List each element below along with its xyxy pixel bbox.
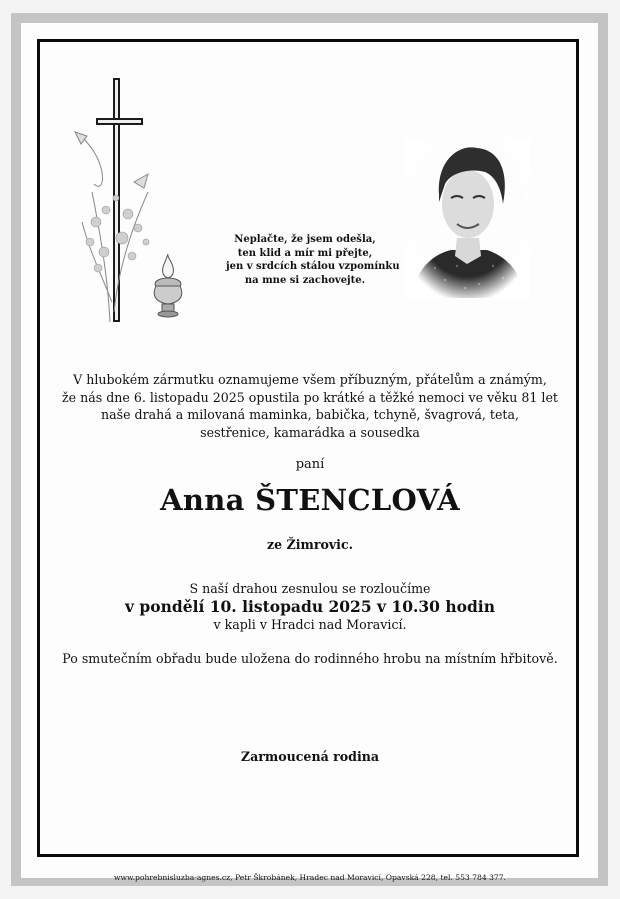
deceased-name: Anna ŠTENCLOVÁ (160, 483, 460, 517)
cross-flowers-illustration (70, 72, 190, 326)
announcement-text (0, 371, 620, 441)
poem-line: na mne si zachovejte. (244, 274, 366, 286)
announcement-line: že nás dne 6. listopadu 2025 opustila po krátké a těžké nemoci ve věku 81 let (62, 389, 558, 405)
title-honorific: paní (295, 457, 325, 472)
funeral-intro: S naší drahou zesnulou se rozloučíme (189, 581, 431, 596)
portrait-photo (405, 138, 530, 298)
poem-line: Neplačte, že jsem odešla, (234, 234, 376, 245)
funeral-datetime: v pondělí 10. listopadu 2025 v 10.30 hodin (125, 597, 495, 616)
memorial-poem (226, 233, 400, 287)
burial-note: Po smutečním obřadu bude uložena do rodinného hrobu na místním hřbitově. (62, 651, 558, 666)
cross-icon (96, 78, 143, 322)
poem-line: jen v srdcích stálou vzpomínku (226, 261, 400, 272)
poem-line: ten klid a mír mi přejte, (237, 247, 373, 259)
announcement-line: naše drahá a milovaná maminka, babička, tchyně, švagrová, teta, (101, 407, 519, 422)
deceased-origin: ze Žimrovic. (266, 537, 354, 552)
footer-contact: www.pohrebnisluzba-agnes.cz, Petr Škrobánek, Hradec nad Moravicí, Opavská 228, tel. 553 784 377. (114, 873, 506, 882)
oil-lamp-icon (154, 254, 182, 317)
funeral-place: v kapli v Hradci nad Moravicí. (213, 617, 407, 632)
announcement-line: sestřenice, kamarádka a sousedka (200, 424, 420, 440)
announcement-line: V hlubokém zármutku oznamujeme všem příbuzným, přátelům a známým, (73, 372, 547, 387)
signature: Zarmoucená rodina (240, 749, 380, 764)
